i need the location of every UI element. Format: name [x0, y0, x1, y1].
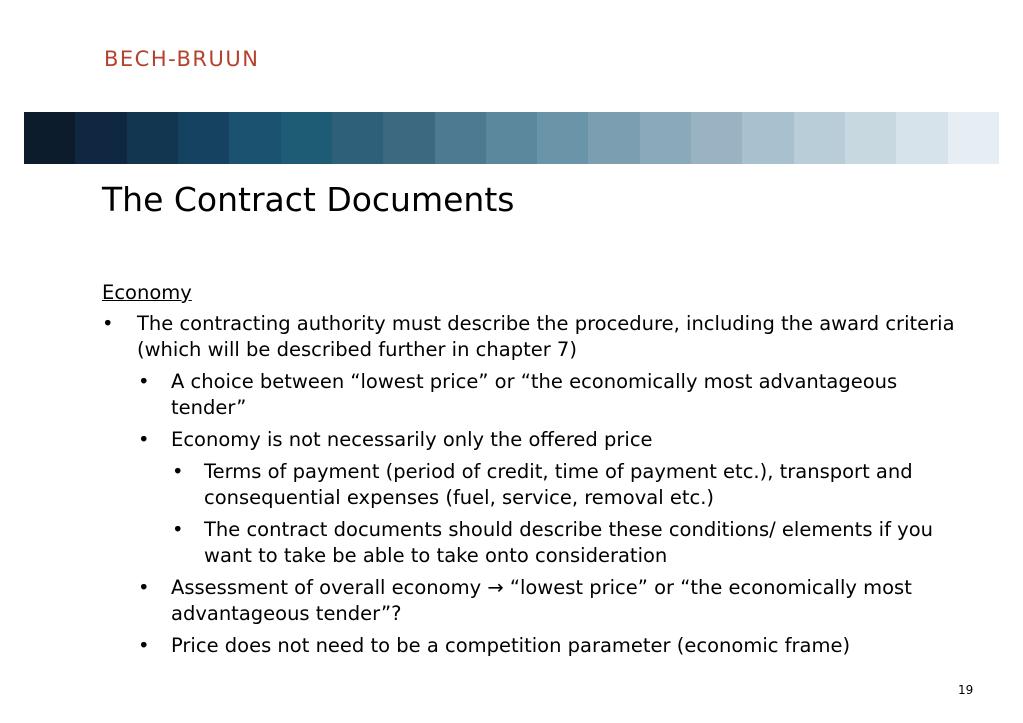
band-segment — [178, 112, 229, 164]
bullet-item — [102, 311, 962, 363]
band-segment — [845, 112, 896, 164]
band-segment — [537, 112, 588, 164]
bech-bruun-logo: BECH-BRUUN — [104, 47, 260, 71]
band-segment — [794, 112, 845, 164]
band-segment — [896, 112, 947, 164]
bullet-text: The contracting authority must describe the procedure, including the award criteria (which will be described further in chapter 7) — [137, 312, 955, 361]
slide-content — [102, 280, 962, 665]
bullet-text: Assessment of overall economy → “lowest price” or “the economically most advantageous tender”? — [171, 576, 912, 625]
bullet-icon: • — [138, 576, 150, 599]
slide-title: The Contract Documents — [102, 180, 515, 219]
band-segment — [383, 112, 434, 164]
bullet-item — [102, 633, 962, 659]
gradient-color-band — [24, 112, 999, 164]
bullet-item — [102, 427, 962, 453]
bullet-text: Economy is not necessarily only the offered price — [171, 428, 653, 451]
band-segment — [486, 112, 537, 164]
band-segment — [229, 112, 280, 164]
band-segment — [588, 112, 639, 164]
band-segment — [332, 112, 383, 164]
band-segment — [24, 112, 75, 164]
bullet-icon: • — [172, 460, 184, 483]
bullet-item — [102, 459, 962, 511]
bullet-item — [102, 517, 962, 569]
bullet-icon: • — [172, 518, 184, 541]
section-heading: Economy — [102, 281, 192, 304]
band-segment — [742, 112, 793, 164]
bullet-text: The contract documents should describe these conditions/ elements if you want to take be able to take onto consideration — [204, 518, 933, 567]
band-segment — [281, 112, 332, 164]
band-segment — [127, 112, 178, 164]
bullet-text: A choice between “lowest price” or “the economically most advantageous tender” — [171, 370, 898, 419]
bullet-text: Terms of payment (period of credit, time of payment etc.), transport and consequential expenses (fuel, service, removal etc.) — [204, 460, 913, 509]
bullet-icon: • — [138, 634, 150, 657]
band-segment — [948, 112, 999, 164]
bullet-icon: • — [138, 370, 150, 393]
bullet-icon: • — [138, 428, 150, 451]
bullet-item — [102, 575, 962, 627]
bullet-text: Price does not need to be a competition parameter (economic frame) — [171, 634, 851, 657]
bullet-icon: • — [102, 312, 114, 335]
page-number: 19 — [958, 683, 974, 697]
band-segment — [75, 112, 126, 164]
band-segment — [435, 112, 486, 164]
band-segment — [691, 112, 742, 164]
bullet-item — [102, 369, 962, 421]
band-segment — [640, 112, 691, 164]
